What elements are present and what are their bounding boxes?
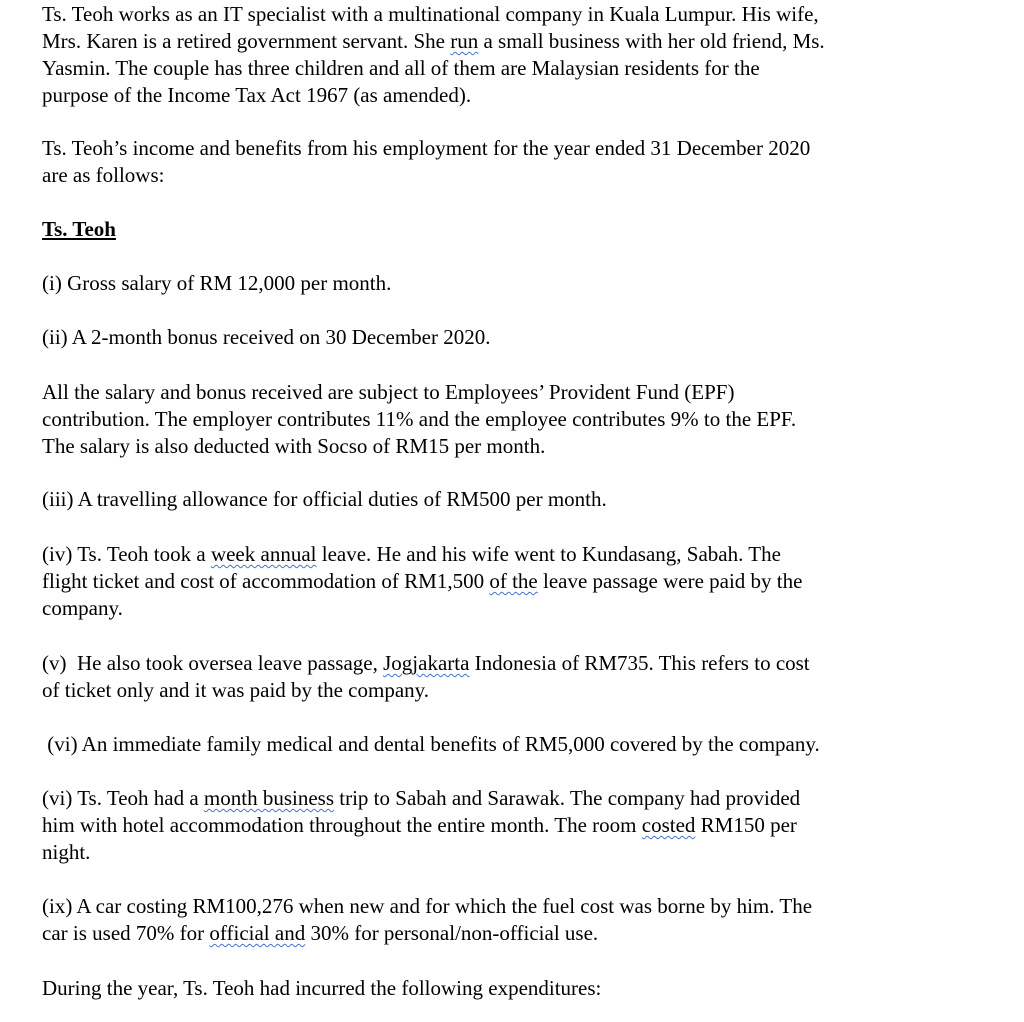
item-ix-line-2-end: 30% for personal/non-official use. — [305, 921, 599, 945]
item-v-line-1 — [42, 650, 927, 677]
item-v-line-1-end: Indonesia of RM735. This refers to cost — [469, 651, 810, 675]
item-iv-line-2-start: flight ticket and cost of accommodation of RM1,500 — [42, 569, 490, 593]
item-ix-line-1: (ix) A car costing RM100,276 when new and for which the fuel cost was borne by him. The — [42, 894, 813, 918]
intro-paragraph — [42, 1, 927, 109]
epf-paragraph — [42, 379, 927, 460]
item-iv-line-2-end: leave passage were paid by the — [537, 569, 803, 593]
intro-line-2 — [42, 28, 927, 55]
intro-line-4: purpose of the Income Tax Act 1967 (as amended). — [42, 83, 472, 107]
item-ix-line-2-start: car is used 70% for — [42, 921, 210, 945]
item-iii-travel-allowance: (iii) A travelling allowance for official duties of RM500 per month. — [42, 487, 607, 511]
item-iv-line-1 — [42, 541, 927, 568]
item-v-line-1-start: (v) He also took oversea leave passage, — [42, 651, 384, 675]
intro-line-2-end: a small business with her old friend, Ms. — [478, 29, 825, 53]
item-v-line-2: of ticket only and it was paid by the company. — [42, 678, 430, 702]
spellcheck-official-and: official and — [209, 921, 306, 945]
item-ix-car — [42, 893, 927, 947]
spellcheck-costed: costed — [641, 813, 696, 837]
statement-line-2: are as follows: — [42, 163, 165, 187]
spellcheck-run: run — [450, 29, 479, 53]
spellcheck-jogjakarta: Jogjakarta — [383, 651, 470, 675]
item-v-oversea-passage — [42, 650, 927, 704]
intro-line-2-start: Mrs. Karen is a retired government servant. She — [42, 29, 451, 53]
spellcheck-week-annual: week annual — [210, 542, 317, 566]
item-iv-leave-passage — [42, 541, 927, 622]
section-heading: Ts. Teoh — [42, 217, 116, 241]
statement-line-1: Ts. Teoh’s income and benefits from his employment for the year ended 31 December 2020 — [42, 136, 811, 160]
intro-line-1: Ts. Teoh works as an IT specialist with a multinational company in Kuala Lumpur. His wife, — [42, 2, 819, 26]
item-i-gross-salary: (i) Gross salary of RM 12,000 per month. — [42, 271, 392, 295]
epf-line-2: contribution. The employer contributes 11% and the employee contributes 9% to the EPF. — [42, 407, 797, 431]
item-vi-b-line-2-end: RM150 per — [695, 813, 797, 837]
item-ix-line-2 — [42, 920, 927, 947]
item-vi-business-trip — [42, 785, 927, 866]
closing-line: During the year, Ts. Teoh had incurred the following expenditures: — [42, 976, 602, 1000]
item-iv-line-1-end: leave. He and his wife went to Kundasang, Sabah. The — [316, 542, 781, 566]
item-iv-line-3: company. — [42, 596, 123, 620]
item-iv-line-1-start: (iv) Ts. Teoh took a — [42, 542, 211, 566]
item-vi-b-line-1-start: (vi) Ts. Teoh had a — [42, 786, 204, 810]
epf-line-1: All the salary and bonus received are subject to Employees’ Provident Fund (EPF) — [42, 380, 735, 404]
epf-line-3: The salary is also deducted with Socso of RM15 per month. — [42, 434, 546, 458]
spellcheck-of-the: of the — [489, 569, 538, 593]
item-vi-b-line-2 — [42, 812, 927, 839]
item-vi-b-line-1 — [42, 785, 927, 812]
item-vi-medical-benefits: (vi) An immediate family medical and dental benefits of RM5,000 covered by the company. — [42, 732, 820, 756]
item-vi-b-line-3: night. — [42, 840, 91, 864]
item-vi-b-line-2-start: him with hotel accommodation throughout the entire month. The room — [42, 813, 642, 837]
intro-line-3: Yasmin. The couple has three children and all of them are Malaysian residents for the — [42, 56, 760, 80]
item-iv-line-2 — [42, 568, 927, 595]
item-vi-b-line-1-end: trip to Sabah and Sarawak. The company had provided — [334, 786, 801, 810]
spellcheck-month-business: month business — [203, 786, 335, 810]
item-ii-bonus: (ii) A 2-month bonus received on 30 December 2020. — [42, 325, 491, 349]
income-statement-paragraph — [42, 135, 927, 189]
